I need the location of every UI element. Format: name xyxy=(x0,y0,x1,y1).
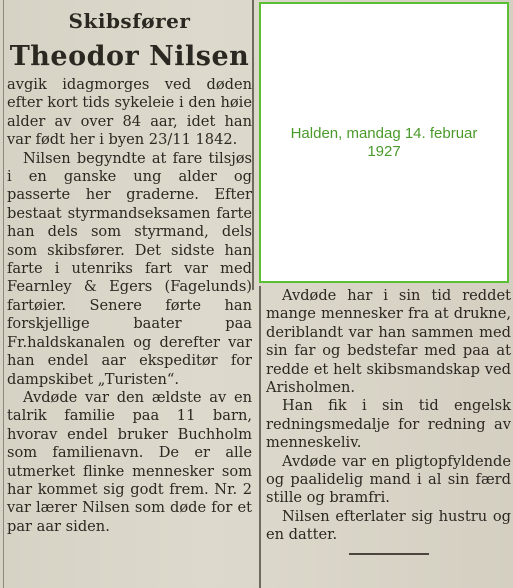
article-paragraph: Nilsen begyndte at fare tilsjøs i en ganske ung alder og passerte her graderne. Efter bestaat styrmandseksamen farte han dels som styrmand, dels som skibsfører. Det sidste han farte i utenriks fart var med Fearnley & Egers (Fagelunds) fartøier. Senere førte han forskjellige baater paa Fr.haldskanalen og derefter var han endel aar ekspeditør for dampskibet „Turisten“. xyxy=(7,149,252,388)
article-paragraph: Avdøde var en pligtopfyldende og paalidelig mand i al sin færd stille og bramfri. xyxy=(266,452,511,507)
column-divider xyxy=(259,286,261,588)
date-caption: Halden, mandag 14. februar 1927 xyxy=(290,124,478,160)
end-of-article-rule xyxy=(349,553,429,555)
article-kicker: Skibsfører xyxy=(68,9,191,33)
article-paragraph: Nilsen efterlater sig hustru og en datter. xyxy=(266,507,511,544)
column-divider-top xyxy=(252,0,254,290)
article-paragraph: avgik idagmorges ved døden efter kort tids sykeleie i den høie alder av over 84 aar, idet han var født her i byen 23/11 1842. xyxy=(7,76,252,149)
article-headline: Theodor Nilsen xyxy=(9,41,250,72)
article-column-1 xyxy=(7,0,252,536)
left-margin-rule xyxy=(3,0,4,588)
article-column-2 xyxy=(266,287,511,555)
article-paragraph: Avdøde var den ældste av en talrik familie paa 11 barn, hvorav endel bruker Buchholm som familienavn. De er alle utmerket flinke mennesker som har kommet sig godt frem. Nr. 2 var lærer Nilsen som døde for et par aar siden. xyxy=(7,388,252,535)
date-caption-box xyxy=(259,2,509,283)
article-paragraph: Han fik i sin tid engelsk redningsmedalje for redning av menneskeliv. xyxy=(266,397,511,452)
article-paragraph: Avdøde har i sin tid reddet mange mennesker fra at drukne, deriblandt var han sammen med sin far og bedstefar med paa at redde et helt skibsmandskap ved Arisholmen. xyxy=(266,287,511,397)
